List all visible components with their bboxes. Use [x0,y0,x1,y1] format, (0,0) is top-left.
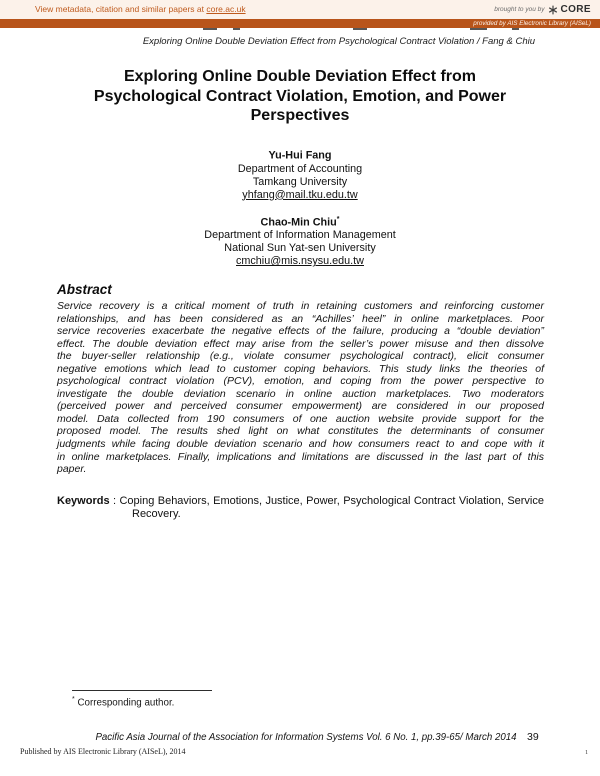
author-university: Tamkang University [252,175,348,188]
author-email-link[interactable]: cmchiu@mis.nsysu.edu.tw [236,255,364,268]
paper-title-line: Perspectives [250,107,350,124]
author-name-text: Yu-Hui Fang [268,149,332,162]
sheet-number: 1 [585,749,589,756]
author-department: Department of Accounting [237,162,363,175]
abstract-line: the buyer-seller relationship (e.g., violate consumer psychological contract), elicit consumer [57,350,544,363]
footnote-separator [72,690,212,691]
corresponding-author-footnote [72,696,174,708]
author-section [55,146,545,279]
abstract-line: paper. [57,463,87,476]
author-university: National Sun Yat-sen University [224,242,376,255]
abstract-text [57,300,544,476]
abstract-line: judgments while facing double deviation scenario and how consumers react to and cope with it [57,438,544,451]
brought-to-you-by-label: brought to you by [494,6,545,13]
core-logo-group[interactable] [494,2,591,17]
paper-title-line: Exploring Online Double Deviation Effect from [123,68,477,85]
paper-title-line: Psychological Contract Violation, Emotion, and Power [93,87,507,105]
abstract-line: model. Data collected from 190 consumers of one auction website provide support for the [57,412,544,425]
core-ac-uk-link[interactable]: core.ac.uk [206,4,246,14]
abstract-line: psychological contract violation (PCV), emotion, and coping from the power perspective to [57,375,544,388]
core-banner [0,0,600,19]
keywords-label: Keywords [57,495,110,507]
abstract-line: investigate the double deviation scenario in online auction marketplaces. Two moderators [57,387,544,400]
author-mark: * [336,215,340,223]
abstract-line: in online marketplaces. Finally, implications and limitations are discussed in the last part of this [57,450,544,463]
keywords-list: : Coping Behaviors, Emotions, Justice, Power, Psychological Contract Violation, Service Recovery. [109,495,544,520]
abstract-line: Service recovery is a critical moment of truth in retaining customers and reinforcing customer [57,300,544,312]
running-header: Exploring Online Double Deviation Effect from Psychological Contract Violation / Fang & Chiu [142,36,535,47]
keywords-block [57,495,544,521]
core-starburst-icon [548,5,558,15]
obscured-text-remnant [203,28,217,30]
abstract-line: relationships, and has been considered as an “Achilles’ heel” in online marketplaces. Poor [57,312,544,325]
author-block-fang [55,146,545,202]
footnote-mark: * [72,696,75,703]
author-block-chiu [55,213,545,269]
published-by-line: Published by AIS Electronic Library (AISeL), 2014 [20,747,186,756]
page-number: 39 [527,731,539,743]
abstract-line: negative emotions which lead to customer coping behaviors. This study links the theories of [57,362,544,375]
author-email-link[interactable]: yhfang@mail.tku.edu.tw [242,188,358,201]
abstract-line: proposed model. The results shed light on what constitutes the determinants of consumer [57,425,544,438]
obscured-text-remnant [353,28,367,30]
author-name-text: Chao-Min Chiu [260,216,337,229]
abstract-heading: Abstract [57,282,112,297]
obscured-text-remnant [470,28,487,30]
abstract-line: service recoveries exacerbate the negative effects of the failure, producing a “double deviation” [57,325,544,338]
paper-title [55,67,545,126]
journal-citation-line: Pacific Asia Journal of the Association for Information Systems Vol. 6 No. 1, pp.39-65/ March 2014 [95,732,517,743]
provided-by-bar [0,19,600,28]
author-name [55,146,545,163]
abstract-line: (perceived power and perceived consumer empowerment) are considered in our proposed [57,400,544,413]
metadata-banner-text [35,4,246,14]
obscured-text-remnant [512,28,519,30]
metadata-banner-prefix: View metadata, citation and similar papers at [35,4,207,14]
footnote-text: Corresponding author. [74,697,175,709]
obscured-text-remnant [233,28,240,30]
core-logo-label: CORE [560,4,591,15]
provided-by-label: provided by AIS Electronic Library (AISeL) [473,20,591,27]
abstract-line: effect. The double deviation effect may arise from the seller’s power misuse and then dissolve [57,337,544,350]
author-name [55,213,545,230]
author-department: Department of Information Management [204,229,396,242]
